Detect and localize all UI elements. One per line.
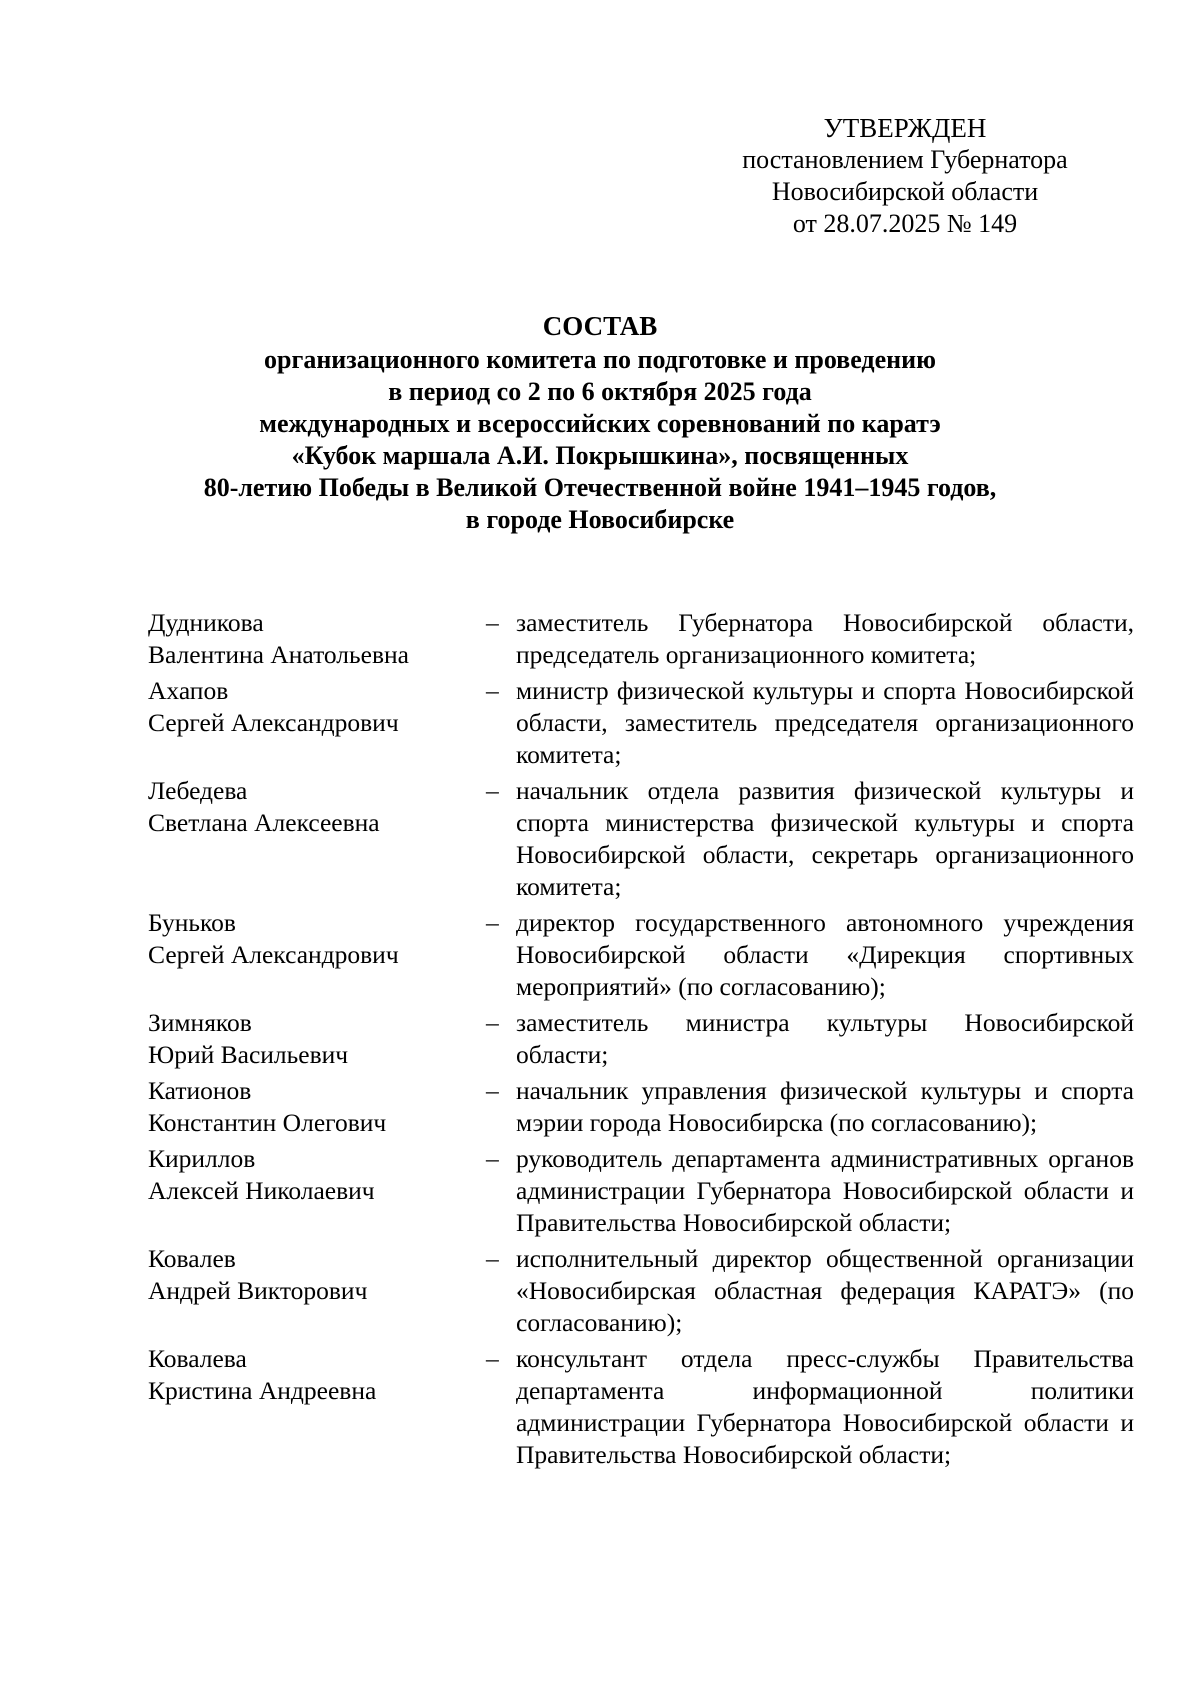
member-role: заместитель министра культуры Новосибирской области; xyxy=(516,1008,1134,1069)
member-given-name: Константин Олегович xyxy=(148,1108,387,1137)
member-role: министр физической культуры и спорта Новосибирской области, заместитель председателя организационного комитета; xyxy=(516,676,1134,769)
member-row xyxy=(148,907,1138,1003)
member-name xyxy=(148,1075,486,1139)
member-row xyxy=(148,607,1138,671)
member-name xyxy=(148,1143,486,1239)
member-role: заместитель Губернатора Новосибирской области, председатель организационного комитета; xyxy=(516,608,1134,669)
title-line: 80-летию Победы в Великой Отечественной войне 1941–1945 годов, xyxy=(203,473,997,502)
member-surname: Ковалев xyxy=(148,1244,236,1273)
title-line: организационного комитета по подготовке и проведению xyxy=(264,345,936,374)
member-surname: Кириллов xyxy=(148,1144,256,1173)
member-role: исполнительный директор общественной организации «Новосибирская областная федерация КАРАТЭ» (по согласованию); xyxy=(516,1244,1134,1337)
approval-status: УТВЕРЖДЕН xyxy=(823,113,987,143)
dash-separator: – xyxy=(486,908,499,937)
member-row xyxy=(148,1343,1138,1471)
member-given-name: Андрей Викторович xyxy=(148,1276,368,1305)
member-role: консультант отдела пресс-службы Правительства департамента информационной политики администрации Губернатора Новосибирской области и Правительства Новосибирской области; xyxy=(516,1344,1134,1469)
member-surname: Ковалева xyxy=(148,1344,247,1373)
member-role: руководитель департамента административных органов администрации Губернатора Новосибирской области и Правительства Новосибирской области; xyxy=(516,1144,1134,1237)
dash-separator: – xyxy=(486,1144,499,1173)
member-given-name: Валентина Анатольевна xyxy=(148,640,409,669)
dash-separator: – xyxy=(486,1344,499,1373)
member-row xyxy=(148,1143,1138,1239)
approval-decree: постановлением Губернатора xyxy=(742,145,1068,174)
member-surname: Дудникова xyxy=(148,608,264,637)
member-name xyxy=(148,907,486,1003)
member-given-name: Светлана Алексеевна xyxy=(148,808,380,837)
member-row xyxy=(148,1075,1138,1139)
member-given-name: Алексей Николаевич xyxy=(148,1176,375,1205)
document-title: СОСТАВ xyxy=(542,311,658,341)
committee-members-list xyxy=(148,607,1138,1475)
member-given-name: Кристина Андреевна xyxy=(148,1376,377,1405)
member-row xyxy=(148,1007,1138,1071)
title-line: «Кубок маршала А.И. Покрышкина», посвященных xyxy=(291,441,909,470)
member-given-name: Юрий Васильевич xyxy=(148,1040,349,1069)
approval-region: Новосибирской области xyxy=(771,177,1039,206)
member-surname: Лебедева xyxy=(148,776,248,805)
member-role: начальник отдела развития физической культуры и спорта министерства физической культуры и спорта Новосибирской области, секретарь организационного комитета; xyxy=(516,776,1134,901)
dash-separator: – xyxy=(486,608,499,637)
approval-date-number: от 28.07.2025 № 149 xyxy=(792,209,1018,238)
dash-separator: – xyxy=(486,1008,499,1037)
member-name xyxy=(148,1243,486,1339)
member-name xyxy=(148,675,486,771)
member-given-name: Сергей Александрович xyxy=(148,708,399,737)
member-name xyxy=(148,607,486,671)
title-line: международных и всероссийских соревнований по каратэ xyxy=(259,409,941,438)
member-surname: Буньков xyxy=(148,908,236,937)
dash-separator: – xyxy=(486,676,499,705)
member-given-name: Сергей Александрович xyxy=(148,940,399,969)
member-role: начальник управления физической культуры и спорта мэрии города Новосибирска (по согласованию); xyxy=(516,1076,1134,1137)
dash-separator: – xyxy=(486,776,499,805)
document-title-block xyxy=(150,310,1050,536)
member-row xyxy=(148,775,1138,903)
member-surname: Зимняков xyxy=(148,1008,252,1037)
member-surname: Ахапов xyxy=(148,676,229,705)
dash-separator: – xyxy=(486,1076,499,1105)
dash-separator: – xyxy=(486,1244,499,1273)
member-surname: Катионов xyxy=(148,1076,252,1105)
member-row xyxy=(148,1243,1138,1339)
approval-stamp xyxy=(720,112,1090,240)
member-name xyxy=(148,1343,486,1471)
title-line: в городе Новосибирске xyxy=(465,505,735,534)
member-name xyxy=(148,1007,486,1071)
title-line: в период со 2 по 6 октября 2025 года xyxy=(388,377,812,406)
member-row xyxy=(148,675,1138,771)
member-role: директор государственного автономного учреждения Новосибирской области «Дирекция спортивных мероприятий» (по согласованию); xyxy=(516,908,1134,1001)
member-name xyxy=(148,775,486,903)
